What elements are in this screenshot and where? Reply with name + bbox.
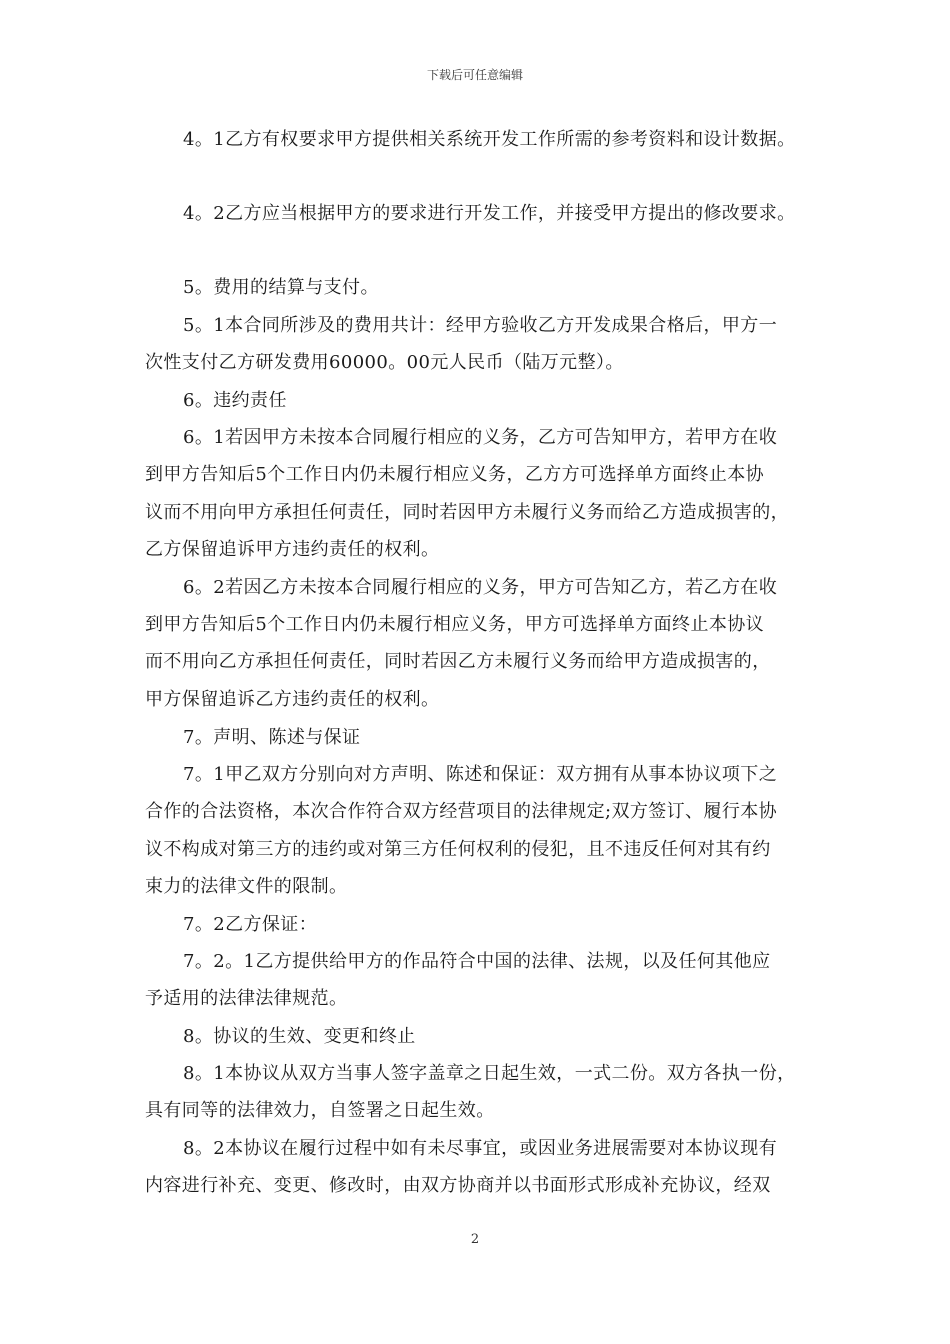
clause-6-2-line-3: 而不用向乙方承担任何责任，同时若因乙方未履行义务而给甲方造成损害的， xyxy=(145,651,771,672)
section-8-heading: 8。协议的生效、变更和终止 xyxy=(183,1026,416,1047)
clause-8-2-line-1: 8。2本协议在履行过程中如有未尽事宜，或因业务进展需要对本协议现有 xyxy=(183,1138,778,1159)
clause-8-1-line-2: 具有同等的法律效力，自签署之日起生效。 xyxy=(145,1100,495,1121)
section-7-heading: 7。声明、陈述与保证 xyxy=(183,727,361,748)
clause-6-1-line-2: 到甲方告知后5个工作日内仍未履行相应义务，乙方方可选择单方面终止本协 xyxy=(145,464,765,485)
clause-7-1-line-2: 合作的合法资格，本次合作符合双方经营项目的法律规定;双方签订、履行本协 xyxy=(145,801,778,822)
clause-4-1: 4。1乙方有权要求甲方提供相关系统开发工作所需的参考资料和设计数据。 xyxy=(183,129,796,150)
section-6-heading: 6。违约责任 xyxy=(183,390,287,411)
clause-6-2-line-2: 到甲方告知后5个工作日内仍未履行相应义务，甲方可选择单方面终止本协议 xyxy=(145,614,765,635)
clause-7-1-line-4: 束力的法律文件的限制。 xyxy=(145,876,348,897)
section-5-heading: 5。费用的结算与支付。 xyxy=(183,277,379,298)
clause-5-1-line-1: 5。1本合同所涉及的费用共计：经甲方验收乙方开发成果合格后，甲方一 xyxy=(183,315,778,336)
clause-8-2-line-2: 内容进行补充、变更、修改时，由双方协商并以书面形式形成补充协议，经双 xyxy=(145,1175,771,1196)
clause-7-1-line-1: 7。1甲乙双方分别向对方声明、陈述和保证：双方拥有从事本协议项下之 xyxy=(183,764,778,785)
clause-6-1-line-4: 乙方保留追诉甲方违约责任的权利。 xyxy=(145,539,440,560)
clause-7-2: 7。2乙方保证： xyxy=(183,914,318,935)
clause-7-1-line-3: 议不构成对第三方的违约或对第三方任何权利的侵犯，且不违反任何对其有约 xyxy=(145,839,771,860)
clause-4-2: 4。2乙方应当根据甲方的要求进行开发工作，并接受甲方提出的修改要求。 xyxy=(183,203,796,224)
clause-6-2-line-4: 甲方保留追诉乙方违约责任的权利。 xyxy=(145,689,440,710)
clause-8-1-line-1: 8。1本协议从双方当事人签字盖章之日起生效，一式二份。双方各执一份， xyxy=(183,1063,796,1084)
clause-6-1-line-3: 议而不用向甲方承担任何责任，同时若因甲方未履行义务而给乙方造成损害的， xyxy=(145,502,789,523)
clause-5-1-line-2: 次性支付乙方研发费用60000。00元人民币（陆万元整）。 xyxy=(145,352,624,373)
clause-6-1-line-1: 6。1若因甲方未按本合同履行相应的义务，乙方可告知甲方，若甲方在收 xyxy=(183,427,778,448)
clause-6-2-line-1: 6。2若因乙方未按本合同履行相应的义务，甲方可告知乙方，若乙方在收 xyxy=(183,577,778,598)
clause-7-2-1-line-2: 予适用的法律法律规范。 xyxy=(145,988,348,1009)
page-header: 下载后可任意编辑 xyxy=(426,68,523,82)
clause-7-2-1-line-1: 7。2。1乙方提供给甲方的作品符合中国的法律、法规，以及任何其他应 xyxy=(183,951,771,972)
page-number: 2 xyxy=(470,1232,480,1247)
